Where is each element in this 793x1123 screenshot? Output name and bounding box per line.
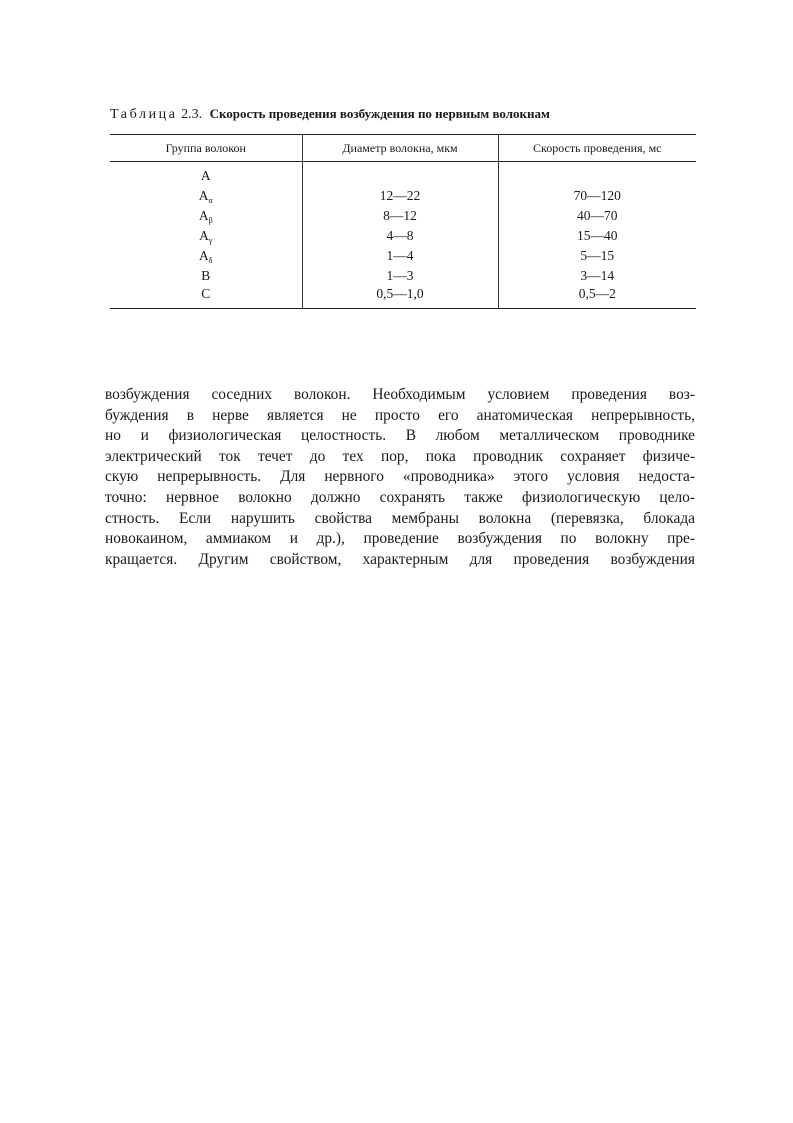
cell-diameter: 1—4 (302, 246, 498, 266)
cell-group (110, 162, 302, 187)
cell-group (110, 266, 302, 286)
cell-speed: 3—14 (498, 266, 696, 286)
group-subscript: α (208, 195, 213, 205)
cell-diameter: 4—8 (302, 226, 498, 246)
text-line: но и физиологическая целостность. В любом металлическом проводнике (105, 427, 695, 445)
text-line: буждения в нерве является не просто его анатомическая непрерывность, (105, 406, 695, 424)
caption-number: 2.3. (181, 107, 203, 122)
text-line: точно: нервное волокно должно сохранять также физиологическую цело- (105, 488, 695, 506)
body-text (105, 385, 695, 570)
group-letter: A (199, 227, 209, 243)
group-letter: A (198, 207, 209, 223)
group-letter: C (201, 286, 211, 301)
data-table (110, 134, 696, 309)
cell-speed: 5—15 (498, 246, 696, 266)
table-row (110, 286, 696, 309)
cell-speed: 70—120 (498, 186, 696, 206)
caption-label: Таблица (110, 107, 178, 122)
table-row (110, 226, 696, 246)
table-row (110, 206, 696, 226)
cell-group (110, 246, 302, 266)
group-subscript: β (208, 215, 213, 225)
group-letter: B (201, 268, 211, 283)
cell-speed: 40—70 (498, 206, 696, 226)
speed-table (110, 134, 696, 309)
text-line: стность. Если нарушить свойства мембраны волокна (перевязка, блокада (105, 509, 695, 527)
table-row (110, 266, 696, 286)
text-line: кращается. Другим свойством, характерным для проведения возбуждения (105, 550, 695, 568)
cell-diameter: 1—3 (302, 266, 498, 286)
group-letter: A (198, 247, 209, 263)
cell-diameter: 12—22 (302, 186, 498, 206)
cell-group (110, 186, 302, 206)
cell-speed (498, 162, 696, 187)
cell-group (110, 286, 302, 309)
cell-diameter (302, 162, 498, 187)
header-speed: Скорость проведения, мс (498, 135, 696, 162)
header-diameter: Диаметр волокна, мкм (302, 135, 498, 162)
cell-diameter: 0,5—1,0 (302, 286, 498, 309)
table-row (110, 186, 696, 206)
table-row (110, 246, 696, 266)
table-header-row (110, 135, 696, 162)
group-subscript: γ (208, 235, 213, 245)
text-line: новокаином, аммиаком и др.), проведение возбуждения по волокну пре- (105, 530, 695, 548)
cell-diameter: 8—12 (302, 206, 498, 226)
table-row (110, 162, 696, 187)
table-body (110, 162, 696, 309)
group-subscript: δ (208, 255, 213, 265)
cell-group (110, 206, 302, 226)
group-letter: A (200, 168, 211, 183)
text-line: возбуждения соседних волокон. Необходимым условием проведения воз- (105, 386, 695, 403)
cell-speed: 15—40 (498, 226, 696, 246)
header-group: Группа волокон (110, 135, 302, 162)
cell-group (110, 226, 302, 246)
group-letter: A (198, 187, 209, 203)
cell-speed: 0,5—2 (498, 286, 696, 309)
table-caption (110, 106, 710, 123)
text-line: скую непрерывность. Для нервного «проводника» этого условия недоста- (105, 468, 695, 486)
caption-title: Скорость проведения возбуждения по нервным волокнам (209, 106, 550, 121)
text-line: электрический ток течет до тех пор, пока проводник сохраняет физиче- (105, 447, 695, 465)
